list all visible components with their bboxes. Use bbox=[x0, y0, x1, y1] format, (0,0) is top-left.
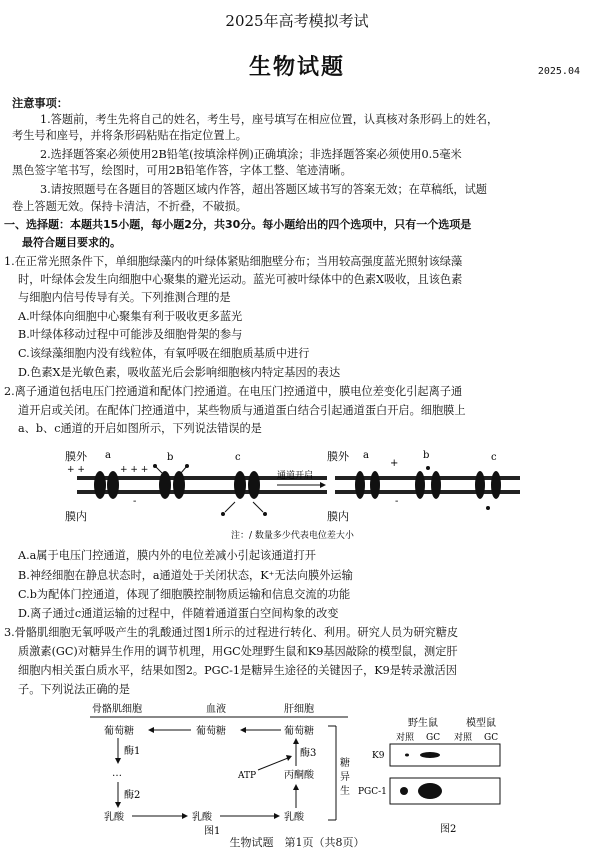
label-outside: 膜外 bbox=[65, 450, 87, 463]
lactate-cycle-figure bbox=[88, 700, 378, 838]
notice-heading: 注意事项： bbox=[12, 97, 68, 110]
channel-a-label: a bbox=[363, 450, 369, 461]
subject-title: 生物试题 bbox=[248, 55, 345, 80]
enzyme3-label: 酶3 bbox=[300, 748, 317, 759]
label-inside: 膜内 bbox=[65, 510, 87, 523]
pgc1-band bbox=[418, 783, 442, 799]
q1-option-b: B.叶绿体移动过程中可能涉及细胞骨架的参与 bbox=[18, 328, 243, 341]
blood-glucose: 葡萄糖 bbox=[196, 726, 226, 737]
minus-sign: - bbox=[133, 496, 137, 507]
col-muscle: 骨骼肌细胞 bbox=[92, 704, 142, 715]
q2-stem: 道开启或关闭。在配体门控通道中，某些物质与通道蛋白结合引起通道蛋白开启。细胞膜上 bbox=[18, 404, 466, 417]
western-blot-figure bbox=[358, 716, 530, 838]
dots: … bbox=[112, 768, 122, 779]
k9-label: K9 bbox=[372, 751, 385, 761]
pyruvate: 丙酮酸 bbox=[284, 770, 314, 781]
wild-label: 野生鼠 bbox=[408, 718, 438, 729]
q1-stem: 与细胞内信号传导有关。下列推测合理的是 bbox=[18, 291, 231, 304]
exam-title: 2025年高考模拟考试 bbox=[225, 12, 369, 30]
section-heading-cont: 最符合题目要求的。 bbox=[22, 236, 121, 249]
q3-stem: 子。下列说法正确的是 bbox=[18, 683, 130, 696]
enzyme1-label: 酶1 bbox=[124, 746, 141, 757]
fig2-caption: 图2 bbox=[440, 824, 457, 835]
plus-sign: + bbox=[390, 458, 399, 469]
gc-label: GC bbox=[484, 733, 499, 743]
liver-lactate: 乳酸 bbox=[284, 812, 304, 823]
q2-option-c: C.b为配体门控通道，体现了细胞膜控制物质运输和信息交流的功能 bbox=[18, 588, 351, 601]
q2-option-d: D.离子通过c通道运输的过程中，伴随着通道蛋白空间构象的改变 bbox=[18, 607, 339, 620]
q3-stem: 质激素(GC)对糖异生作用的调节机理，用GC处理野生鼠和K9基因敲除的模型鼠，测定肝 bbox=[18, 645, 458, 658]
arrow-label: 通道开启 bbox=[277, 471, 314, 481]
gluconeo-3: 生 bbox=[340, 786, 350, 797]
q2-option-a: A.a属于电压门控通道，膜内外的电位差减小引起该通道打开 bbox=[18, 549, 316, 562]
control-label: 对照 bbox=[396, 733, 415, 743]
muscle-glucose: 葡萄糖 bbox=[104, 726, 134, 737]
col-blood: 血液 bbox=[206, 704, 226, 715]
gluconeo-2: 异 bbox=[340, 772, 350, 783]
notice-line: 黑色签字笔书写，绘图时，可用2B铅笔作答，字体工整、笔迹清晰。 bbox=[12, 164, 352, 177]
q2-stem: a、b、c通道的开启如图所示，下列说法错误的是 bbox=[18, 422, 262, 435]
enzyme2-label: 酶2 bbox=[124, 790, 141, 801]
label-outside-right: 膜外 bbox=[327, 450, 349, 463]
q2-option-b: B.神经细胞在静息状态时，a通道处于关闭状态，K⁺无法向膜外运输 bbox=[18, 569, 353, 582]
fig1-caption: 图1 bbox=[204, 826, 221, 837]
channel-b-label: b bbox=[167, 452, 174, 463]
channel-c-label: c bbox=[235, 452, 241, 463]
figure-note: 注：/ 数量多少代表电位差大小 bbox=[231, 531, 354, 541]
notice-line: 1.答题前，考生先将自己的姓名，考生号，座号填写在相应位置，认真核对条形码上的姓名， bbox=[40, 113, 499, 126]
k9-band bbox=[420, 752, 440, 758]
channel-a-label: a bbox=[105, 450, 111, 461]
notice-line: 2.选择题答案必须使用2B铅笔(按填涂样例)正确填涂；非选择题答案必须使用0.5毫米 bbox=[40, 148, 462, 161]
q3-stem: 细胞内相关蛋白质水平，结果如图2。PGC-1是糖异生途径的关键因子，K9是转录激活因 bbox=[18, 664, 457, 677]
q1-option-c: C.该绿藻细胞内没有线粒体，有氧呼吸在细胞质基质中进行 bbox=[18, 347, 310, 360]
col-liver: 肝细胞 bbox=[284, 704, 314, 715]
pgc1-band bbox=[400, 787, 408, 795]
atp-label: ATP bbox=[238, 771, 257, 781]
channel-c-open bbox=[475, 452, 501, 510]
channel-c-label: c bbox=[491, 452, 497, 463]
model-label: 模型鼠 bbox=[466, 718, 496, 729]
notice-line: 考生号和座号，并将条形码粘贴在指定位置上。 bbox=[12, 129, 247, 142]
gluconeo-1: 糖 bbox=[340, 758, 350, 769]
muscle-lactate: 乳酸 bbox=[104, 812, 124, 823]
q2-stem: 2.离子通道包括电压门控通道和配体门控通道。在电压门控通道中，膜电位差变化引起离子通 bbox=[4, 385, 463, 398]
q1-option-d: D.色素X是光敏色素，吸收蓝光后会影响细胞核内特定基因的表达 bbox=[18, 366, 341, 379]
k9-band bbox=[405, 754, 409, 757]
page-footer: 生物试题 第1页（共8页） bbox=[229, 836, 365, 849]
q3-stem: 3.骨骼肌细胞无氧呼吸产生的乳酸通过图1所示的过程进行转化、利用。研究人员为研究糖皮 bbox=[4, 626, 459, 639]
control-label: 对照 bbox=[454, 733, 473, 743]
channel-c-closed bbox=[221, 452, 267, 516]
q1-option-a: A.叶绿体向细胞中心聚集有利于吸收更多蓝光 bbox=[18, 310, 243, 323]
channel-b-label: b bbox=[423, 450, 430, 461]
blood-lactate: 乳酸 bbox=[192, 812, 212, 823]
exam-date: 2025.04 bbox=[537, 66, 580, 77]
minus-sign: - bbox=[395, 496, 399, 507]
section-heading: 一、选择题：本题共15小题，每小题2分，共30分。每小题给出的四个选项中，只有一个选项是 bbox=[4, 218, 472, 231]
plus-signs: + + + bbox=[120, 465, 149, 475]
q1-stem: 时，叶绿体会发生向细胞中心聚集的避光运动。蓝光可被叶绿体中的色素X吸收，且该色素 bbox=[18, 273, 463, 286]
liver-glucose: 葡萄糖 bbox=[284, 726, 314, 737]
plus-signs: + + bbox=[67, 465, 85, 475]
notice-line: 3.请按照题号在各题目的答题区域内作答，超出答题区域书写的答案无效；在草稿纸，试题 bbox=[40, 183, 487, 196]
q1-stem: 1.在正常光照条件下，单细胞绿藻内的叶绿体紧贴细胞壁分布；当用较高强度蓝光照射该绿藻 bbox=[4, 255, 463, 268]
label-inside-right: 膜内 bbox=[327, 510, 349, 523]
ion-channel-figure bbox=[55, 446, 535, 542]
gc-label: GC bbox=[426, 733, 441, 743]
notice-line: 卷上答题无效。保持卡清洁，不折叠，不破损。 bbox=[12, 200, 247, 213]
pgc1-label: PGC-1 bbox=[358, 787, 387, 797]
arrow-head bbox=[320, 482, 326, 488]
